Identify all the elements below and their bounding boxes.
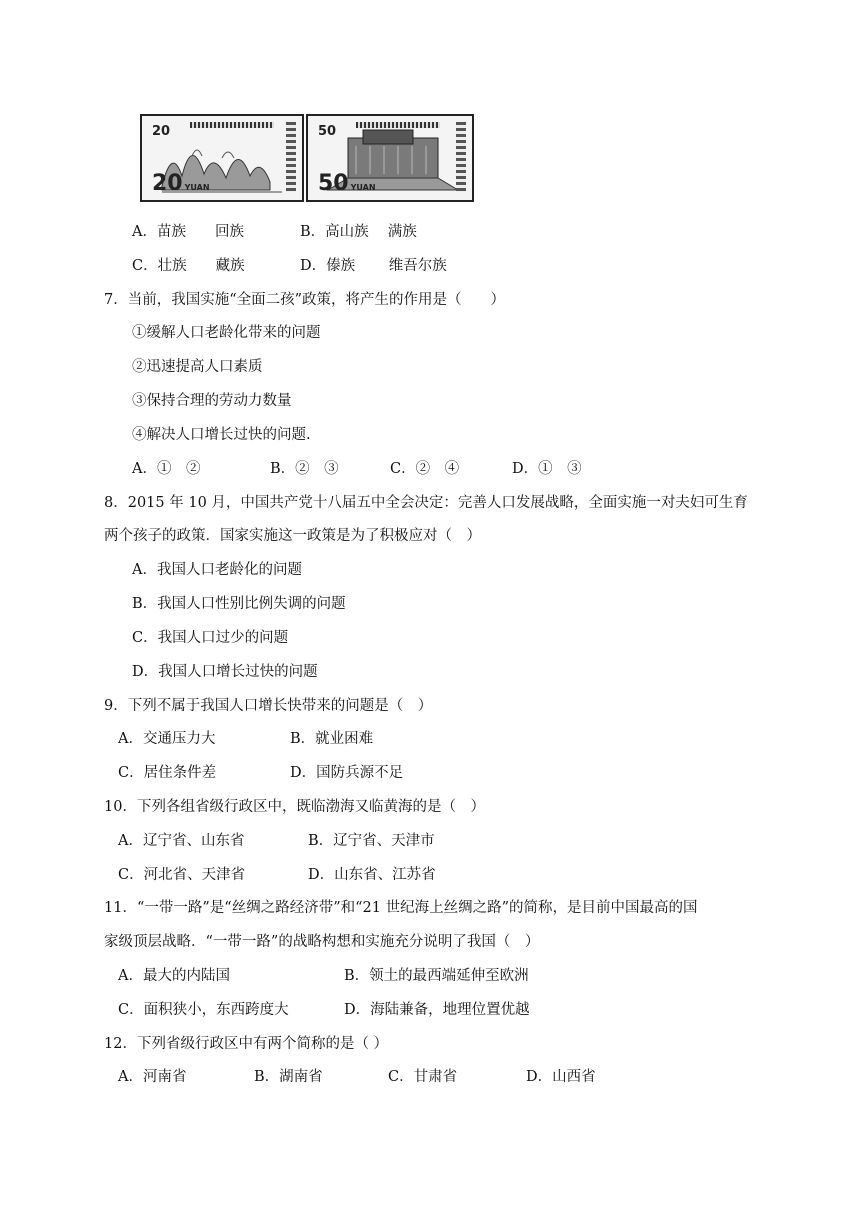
q7-item-3: ③保持合理的劳动力数量 xyxy=(132,393,292,409)
q9-stem: 9．下列不属于我国人口增长快带来的问题是（ ） xyxy=(104,698,433,714)
q10-option-c: C．河北省、天津省 xyxy=(118,867,246,883)
q12-stem: 12．下列省级行政区中有两个简称的是（ ） xyxy=(104,1036,389,1052)
q11-option-d: D．海陆兼备，地理位置优越 xyxy=(344,1002,530,1018)
q6-option-d: D．傣族 维吾尔族 xyxy=(300,258,447,274)
q7-option-a: A．① ② xyxy=(132,461,201,477)
q8-option-a: A．我国人口老龄化的问题 xyxy=(132,562,302,578)
q9-option-a: A．交通压力大 xyxy=(118,731,216,747)
q9-option-c: C．居住条件差 xyxy=(118,765,217,781)
banknote-big-denomination: 50 YUAN xyxy=(318,171,376,196)
banknote-side-mark xyxy=(456,122,466,192)
banknote-side-mark xyxy=(286,122,296,192)
q7-item-2: ②迅速提高人口素质 xyxy=(132,359,263,375)
q7-option-b: B．② ③ xyxy=(270,461,339,477)
q11-option-a: A．最大的内陆国 xyxy=(118,968,230,984)
q6-option-b: B．高山族 满族 xyxy=(300,224,417,240)
q8-stem-line-1: 8．2015 年 10 月，中国共产党十八届五中全会决定：完善人口发展战略，全面实施一对夫妇可生育 xyxy=(104,495,748,511)
q8-option-d: D．我国人口增长过快的问题 xyxy=(132,664,318,680)
q10-stem: 10．下列各组省级行政区中，既临渤海又临黄海的是（ ） xyxy=(104,799,485,815)
q9-option-d: D．国防兵源不足 xyxy=(290,765,404,781)
q7-item-1: ①缓解人口老龄化带来的问题 xyxy=(132,325,321,341)
q11-option-c: C．面积狭小，东西跨度大 xyxy=(118,1002,289,1018)
q12-option-a: A．河南省 xyxy=(118,1069,187,1085)
q7-option-c: C．② ④ xyxy=(390,461,460,477)
q9-option-b: B．就业困难 xyxy=(290,731,374,747)
banknote-20-yuan-image xyxy=(140,114,304,202)
q7-item-4: ④解决人口增长过快的问题. xyxy=(132,427,311,443)
q10-option-a: A．辽宁省、山东省 xyxy=(118,833,245,849)
q7-option-d: D．① ③ xyxy=(512,461,582,477)
q11-option-b: B．领土的最西端延伸至欧洲 xyxy=(344,968,529,984)
banknote-50-yuan-image xyxy=(306,114,474,202)
q8-option-b: B．我国人口性别比例失调的问题 xyxy=(132,596,346,612)
banknote-big-denomination: 20 YUAN xyxy=(152,171,210,196)
q12-option-c: C．甘肃省 xyxy=(388,1069,458,1085)
q10-option-b: B．辽宁省、天津市 xyxy=(308,833,435,849)
q8-stem-line-2: 两个孩子的政策．国家实施这一政策是为了积极应对（ ） xyxy=(104,528,481,544)
banknote-small-denomination: 20 xyxy=(152,124,171,139)
q7-stem: 7．当前，我国实施“全面二孩”政策，将产生的作用是（ ） xyxy=(104,292,506,308)
q10-option-d: D．山东省、江苏省 xyxy=(308,867,436,883)
q11-stem-line-2: 家级顶层战略．“一带一路”的战略构想和实施充分说明了我国（ ） xyxy=(104,934,540,950)
banknote-small-denomination: 50 xyxy=(318,124,337,139)
q6-option-a: A．苗族 回族 xyxy=(132,224,244,240)
q8-option-c: C．我国人口过少的问题 xyxy=(132,630,289,646)
q12-option-b: B．湖南省 xyxy=(254,1069,323,1085)
q6-option-c: C．壮族 藏族 xyxy=(132,258,245,274)
q11-stem-line-1: 11．“一带一路”是“丝绸之路经济带”和“21 世纪海上丝绸之路”的简称，是目前中国最高的国 xyxy=(104,900,698,916)
q12-option-d: D．山西省 xyxy=(526,1069,596,1085)
